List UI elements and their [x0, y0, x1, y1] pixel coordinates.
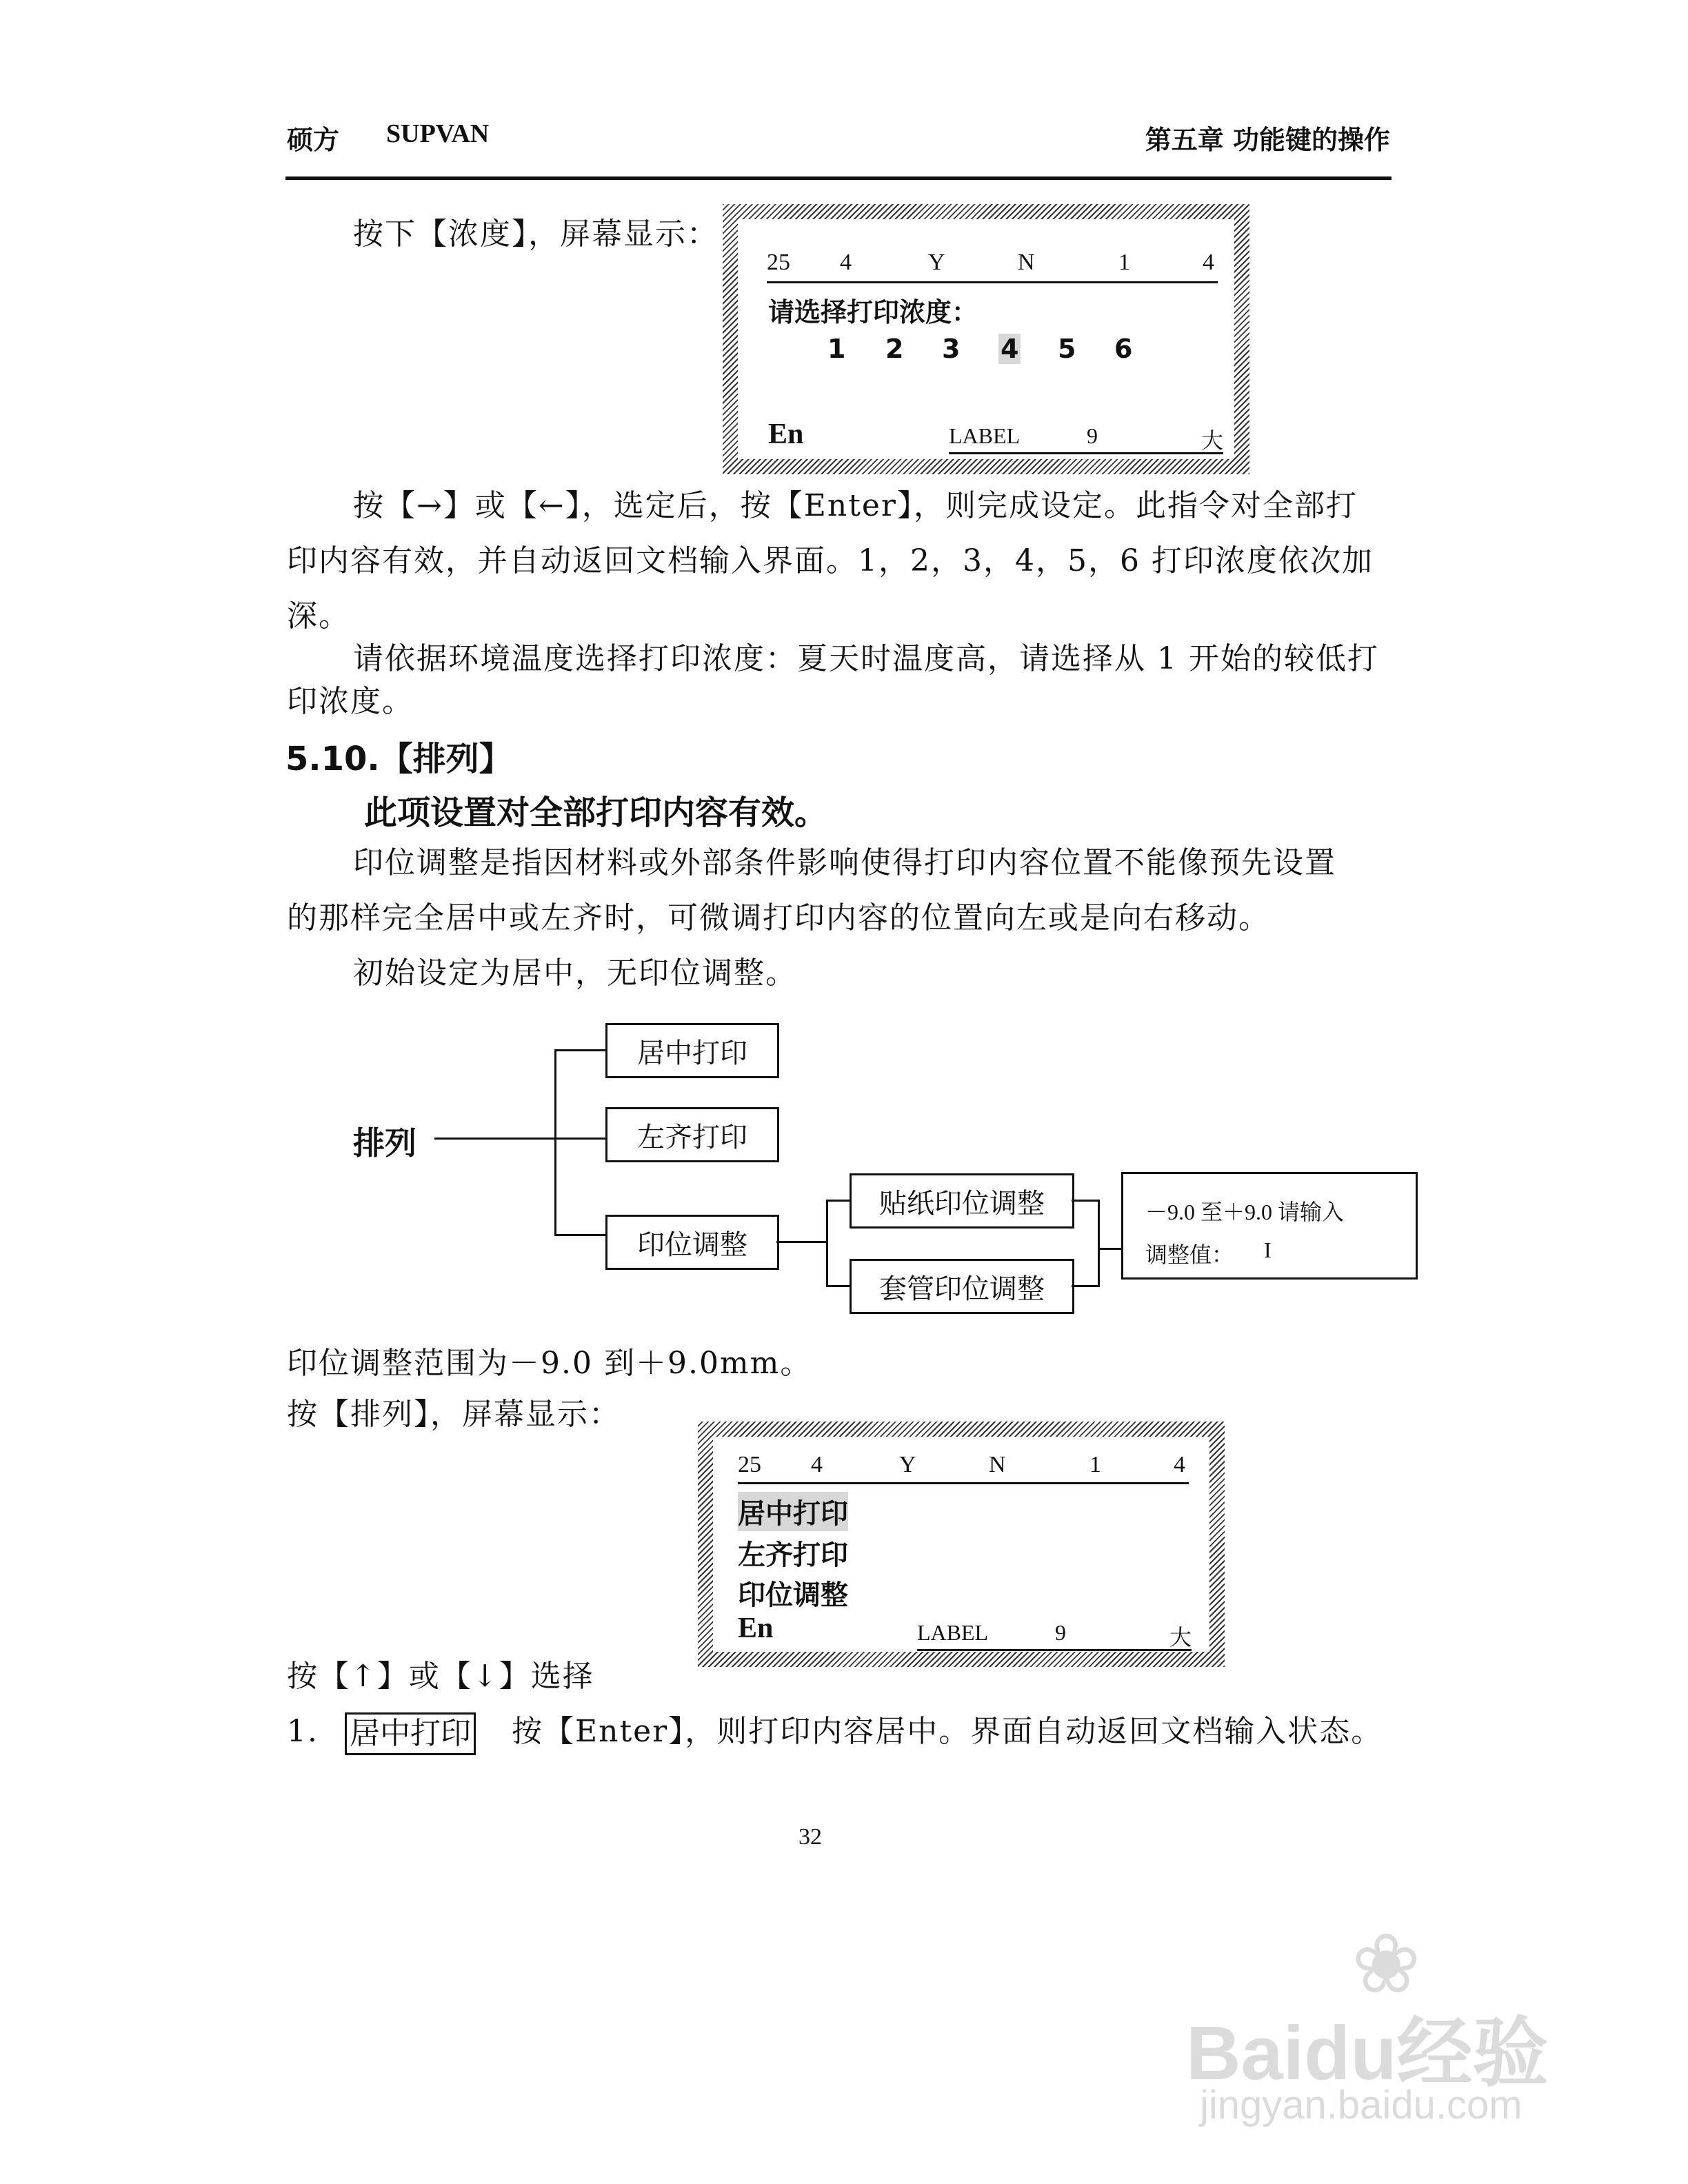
- header-brand-en: SUPVAN: [386, 119, 490, 148]
- page-number: 32: [798, 1824, 822, 1850]
- step-number: 1.: [287, 1714, 319, 1749]
- lcd-screen-density: 25 4 Y N 1 4 请选择打印浓度： 1 2 3 4 5 6 En LABEL 9 大: [723, 204, 1249, 474]
- lcd-screen-align: [698, 1422, 1225, 1667]
- paw-icon: ❀: [1352, 1917, 1421, 2012]
- option-position-adjust: 印位调整: [605, 1215, 779, 1270]
- label-bar: LABEL 9 大: [917, 1620, 1192, 1650]
- menu-item-center: 居中打印: [738, 1492, 848, 1531]
- option-sleeve-adjust: 套管印位调整: [850, 1259, 1074, 1314]
- lang-indicator: En: [738, 1612, 774, 1644]
- range-text: 印位调整范围为－9.0 到＋9.0mm。: [287, 1346, 812, 1381]
- screen2-intro: 按【排列】，屏幕显示：: [287, 1397, 621, 1432]
- menu-item-left: 左齐打印: [738, 1539, 848, 1571]
- status-bar: 25 4 Y N 1 4: [767, 247, 1218, 283]
- section-subtitle: 此项设置对全部打印内容有效。: [364, 793, 828, 832]
- adjust-input-box: －9.0 至＋9.0 请输入 调整值： I: [1121, 1172, 1418, 1280]
- select-hint: 按【↑】或【↓】选择: [287, 1659, 594, 1694]
- para1-line: 深。: [287, 598, 350, 634]
- menu-item-adjust: 印位调整: [738, 1579, 848, 1611]
- para1-line: 印内容有效，并自动返回文档输入界面。1，2，3，4，5，6 打印浓度依次加: [287, 543, 1374, 578]
- density-prompt: 请选择打印浓度：: [768, 297, 978, 327]
- step1-text: 按【Enter】，则打印内容居中。界面自动返回文档输入状态。: [512, 1714, 1383, 1749]
- option-center-print: 居中打印: [605, 1023, 779, 1078]
- tree-root: 排列: [353, 1124, 416, 1162]
- lang-indicator: En: [768, 418, 804, 450]
- option-sticker-adjust: 贴纸印位调整: [850, 1173, 1074, 1228]
- key-center-print: 居中打印: [345, 1712, 476, 1755]
- screen1-intro: 按下【浓度】，屏幕显示：: [353, 216, 719, 252]
- option-left-print: 左齐打印: [605, 1107, 779, 1162]
- text-cursor: I: [1264, 1237, 1272, 1262]
- para3-line: 的那样完全居中或左齐时，可微调打印内容的位置向左或是向右移动。: [287, 900, 1270, 936]
- para4: 初始设定为居中，无印位调整。: [353, 956, 797, 991]
- para1-line: 按【→】或【←】，选定后，按【Enter】，则完成设定。此指令对全部打: [353, 488, 1358, 523]
- status-bar: 25 4 Y N 1 4: [738, 1449, 1189, 1484]
- header-brand-cn: 硕方: [287, 125, 340, 155]
- header-rule: [285, 176, 1391, 180]
- para2-line: 印浓度。: [287, 684, 414, 719]
- para2-line: 请依据环境温度选择打印浓度：夏天时温度高，请选择从 1 开始的较低打: [353, 641, 1379, 676]
- baidu-watermark: ❀ Baidu经验 jingyan.baidu.com: [1186, 1917, 1549, 2127]
- section-title: 5.10.【排列】: [285, 740, 512, 778]
- selected-level: 4: [998, 334, 1021, 364]
- para3-line: 印位调整是指因材料或外部条件影响使得打印内容位置不能像预先设置: [353, 845, 1336, 880]
- header-chapter: 第五章 功能键的操作: [1145, 125, 1390, 155]
- label-bar: LABEL 9 大: [949, 423, 1223, 453]
